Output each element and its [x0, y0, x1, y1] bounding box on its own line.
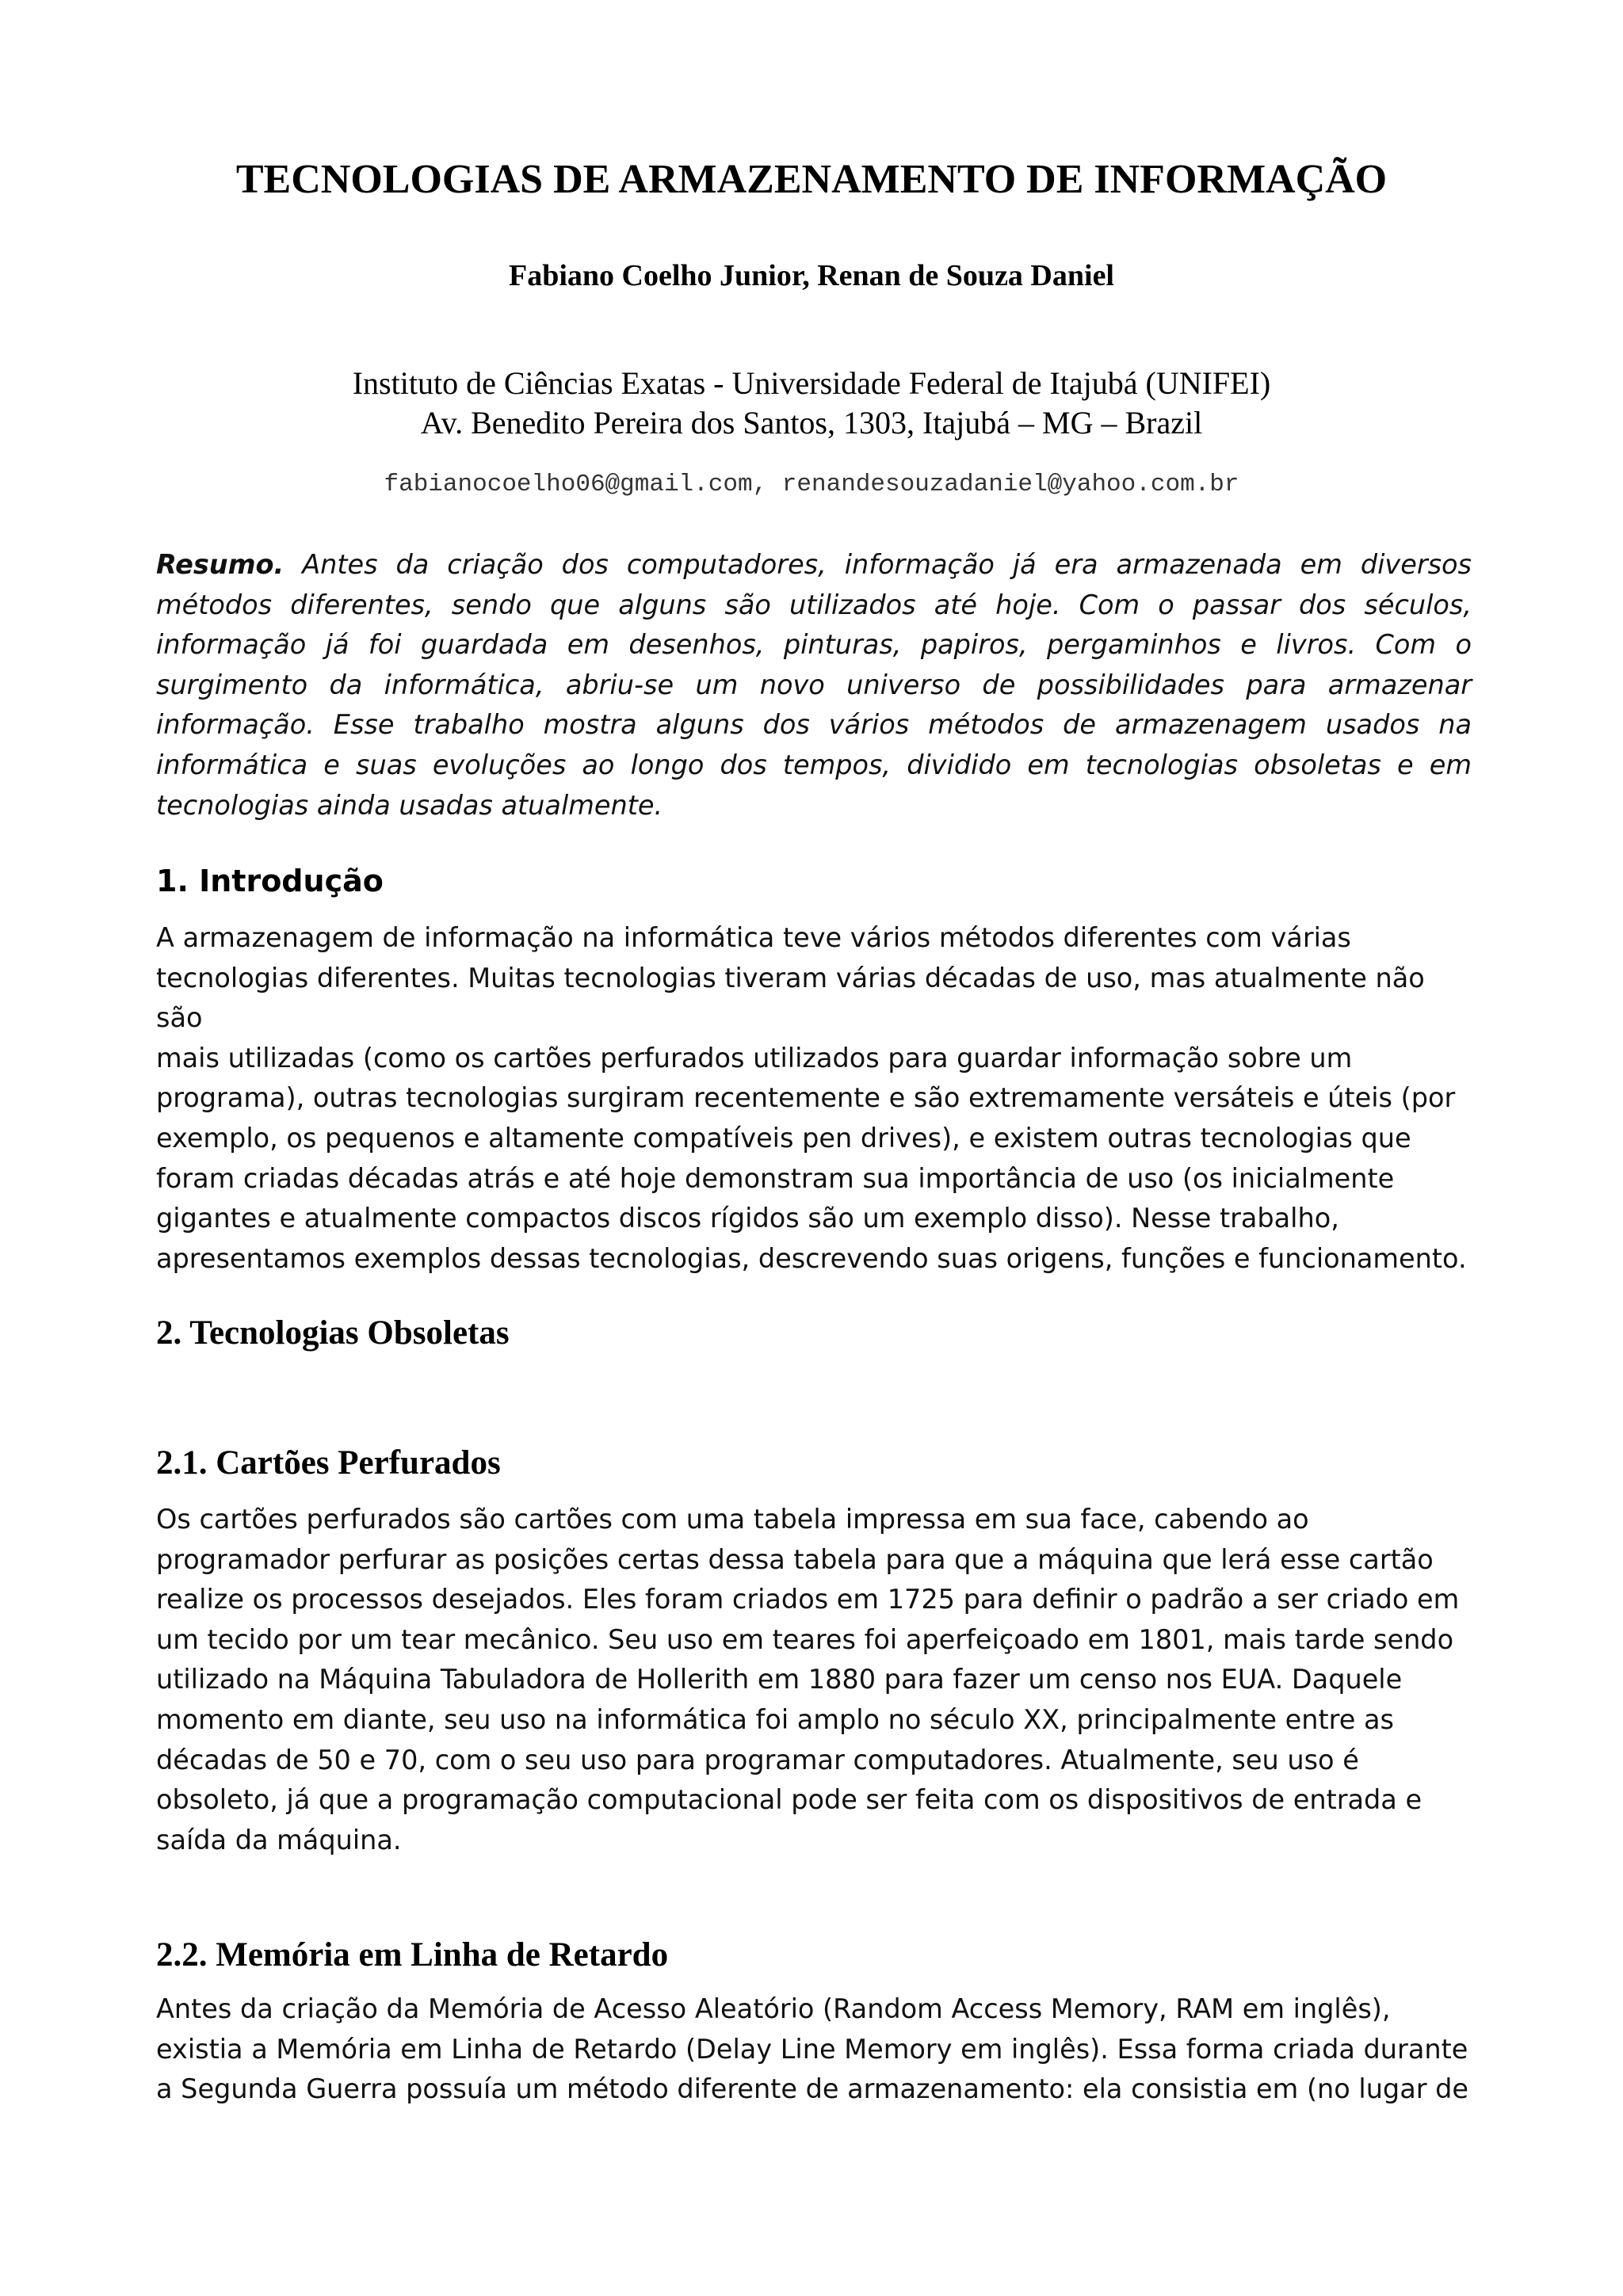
affiliation-institute: Instituto de Ciências Exatas - Universidade Federal de Itajubá (UNIFEI)	[352, 365, 1271, 401]
punched-cards-body	[156, 1500, 1472, 1860]
text-line: Antes da criação da Memória de Acesso Aleatório (Random Access Memory, RAM em inglês),	[156, 1993, 1391, 2024]
paper-title: TECNOLOGIAS DE ARMAZENAMENTO DE INFORMAÇÃO	[235, 157, 1388, 202]
author-emails: fabianocoelho06@gmail.com, renandesouzadaniel@yahoo.com.br	[384, 471, 1239, 498]
section-heading-delay-line-memory: 2.2. Memória em Linha de Retardo	[156, 1936, 669, 1974]
text-line: saída da máquina.	[156, 1824, 402, 1855]
text-line: Os cartões perfurados são cartões com uma tabela impressa em sua face, cabendo ao	[156, 1504, 1309, 1535]
affiliation-address: Av. Benedito Pereira dos Santos, 1303, Itajubá – MG – Brazil	[420, 405, 1203, 441]
delay-line-memory-body	[156, 1989, 1472, 2110]
abstract-label: Resumo.	[156, 549, 285, 580]
section-heading-obsolete: 2. Tecnologias Obsoletas	[156, 1314, 510, 1352]
author-list: Fabiano Coelho Junior, Renan de Souza Daniel	[508, 259, 1114, 292]
introduction-body	[156, 918, 1472, 1279]
text-line: gigantes e atualmente compactos discos rígidos são um exemplo disso). Nesse trabalho,	[156, 1203, 1339, 1234]
text-line: exemplo, os pequenos e altamente compatíveis pen drives), e existem outras tecnologias que	[156, 1122, 1411, 1154]
text-line: mais utilizadas (como os cartões perfurados utilizados para guardar informação sobre um	[156, 1042, 1353, 1074]
text-line: foram criadas décadas atrás e até hoje demonstram sua importância de uso (os inicialmente	[156, 1162, 1395, 1194]
abstract-text: Antes da criação dos computadores, informação já era armazenada em diversos métodos diferentes, sendo que alguns são utilizados até hoje. Com o passar dos séculos, informação já foi guardada em desenhos, pinturas, papiros, pergaminhos e livros. Com o surgimento da informática, abriu-se um novo universo de possibilidades para armazenar informação. Esse trabalho mostra alguns dos vários métodos de armazenagem usados na informática e suas evoluções ao longo dos tempos, dividido em tecnologias obsoletas e em tecnologias ainda usadas atualmente.	[156, 549, 1472, 821]
text-line: a Segunda Guerra possuía um método diferente de armazenamento: ela consistia em (no lugar de	[156, 2073, 1469, 2105]
abstract	[156, 545, 1472, 826]
section-heading-punched-cards: 2.1. Cartões Perfurados	[156, 1444, 501, 1482]
text-line: apresentamos exemplos dessas tecnologias, descrevendo suas origens, funções e funcionamento.	[156, 1242, 1467, 1274]
text-line: momento em diante, seu uso na informática foi amplo no século XX, principalmente entre as	[156, 1703, 1394, 1735]
text-line: tecnologias diferentes. Muitas tecnologias tiveram várias décadas de uso, mas atualmente não são	[156, 962, 1425, 1034]
text-line: existia a Memória em Linha de Retardo (Delay Line Memory em inglês). Essa forma criada durante	[156, 2033, 1468, 2065]
text-line: realize os processos desejados. Eles foram criados em 1725 para definir o padrão a ser criado em	[156, 1584, 1460, 1615]
text-line: obsoleto, já que a programação computacional pode ser feita com os dispositivos de entrada e	[156, 1784, 1423, 1816]
text-line: décadas de 50 e 70, com o seu uso para programar computadores. Atualmente, seu uso é	[156, 1744, 1359, 1775]
text-line: programador perfurar as posições certas dessa tabela para que a máquina que lerá esse cartão	[156, 1543, 1434, 1575]
text-line: um tecido por um tear mecânico. Seu uso em teares foi aperfeiçoado em 1801, mais tarde sendo	[156, 1623, 1454, 1655]
text-line: programa), outras tecnologias surgiram recentemente e são extremamente versáteis e úteis (por	[156, 1082, 1456, 1114]
section-heading-introduction: 1. Introdução	[156, 864, 384, 898]
text-line: A armazenagem de informação na informática teve vários métodos diferentes com várias	[156, 922, 1351, 953]
text-line: utilizado na Máquina Tabuladora de Hollerith em 1880 para fazer um censo nos EUA. Daquele	[156, 1664, 1403, 1695]
